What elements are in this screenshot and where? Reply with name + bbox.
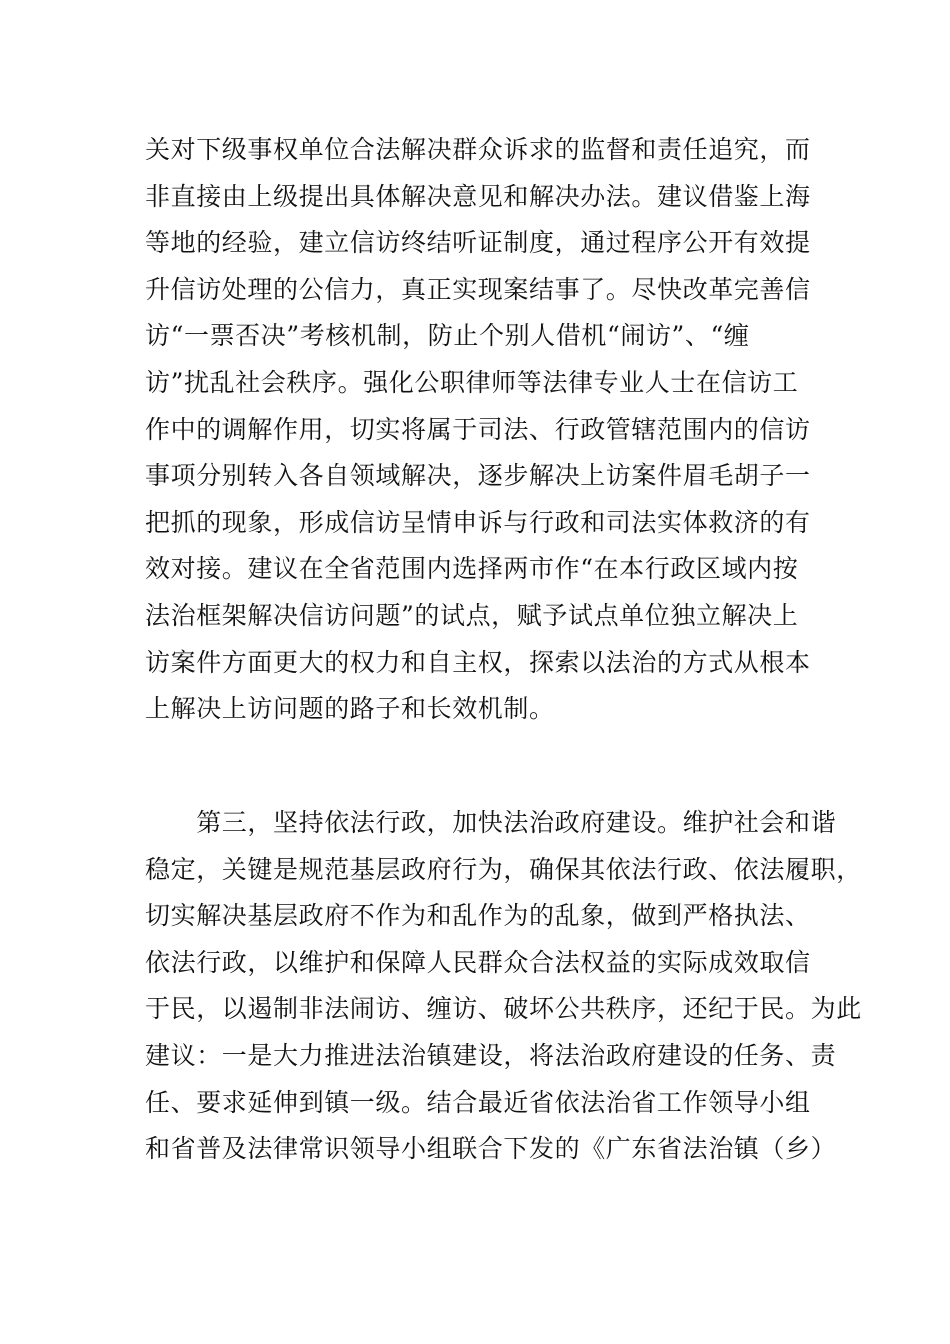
text-line: 访案件方面更大的权力和自主权，探索以法治的方式从根本 — [145, 647, 811, 677]
text-line: 等地的经验，建立信访终结听证制度，通过程序公开有效提 — [145, 228, 811, 258]
text-line: 作中的调解作用，切实将属于司法、行政管辖范围内的信访 — [145, 414, 811, 444]
paragraph-petition-reform — [145, 127, 815, 733]
text-line: 关对下级事权单位合法解决群众诉求的监督和责任追究，而 — [145, 135, 811, 164]
paragraph-rule-of-law-government — [145, 800, 862, 1173]
text-line: 法治框架解决信访问题”的试点，赋予试点单位独立解决上 — [145, 600, 799, 630]
text-line: 稳定，关键是规范基层政府行为，确保其依法行政、依法履职， — [145, 854, 862, 884]
text-line: 把抓的现象，形成信访呈情申诉与行政和司法实体救济的有 — [145, 507, 811, 537]
text-line: 事项分别转入各自领域解决，逐步解决上访案件眉毛胡子一 — [145, 461, 811, 491]
text-line: 访“一票否决”考核机制，防止个别人借机“闹访”、“缠 — [145, 321, 750, 351]
text-line: 访”扰乱社会秩序。强化公职律师等法律专业人士在信访工 — [145, 367, 799, 397]
text-line: 非直接由上级提出具体解决意见和解决办法。建议借鉴上海 — [145, 181, 811, 211]
text-line: 任、要求延伸到镇一级。结合最近省依法治省工作领导小组 — [145, 1087, 811, 1117]
text-line: 于民，以遏制非法闹访、缠访、破坏公共秩序，还纪于民。为此 — [145, 994, 862, 1024]
text-line: 上解决上访问题的路子和长效机制。 — [145, 694, 555, 724]
text-line: 依法行政，以维护和保障人民群众合法权益的实际成效取信 — [145, 947, 811, 977]
text-line: 第三，坚持依法行政，加快法治政府建设。维护社会和谐 — [145, 808, 837, 837]
text-line: 切实解决基层政府不作为和乱作为的乱象，做到严格执法、 — [145, 901, 811, 931]
text-line: 效对接。建议在全省范围内选择两市作“在本行政区域内按 — [145, 554, 799, 584]
text-line: 和省普及法律常识领导小组联合下发的《广东省法治镇（乡） — [145, 1134, 837, 1164]
text-line: 建议：一是大力推进法治镇建设，将法治政府建设的任务、责 — [145, 1040, 837, 1070]
text-line: 升信访处理的公信力，真正实现案结事了。尽快改革完善信 — [145, 274, 811, 304]
